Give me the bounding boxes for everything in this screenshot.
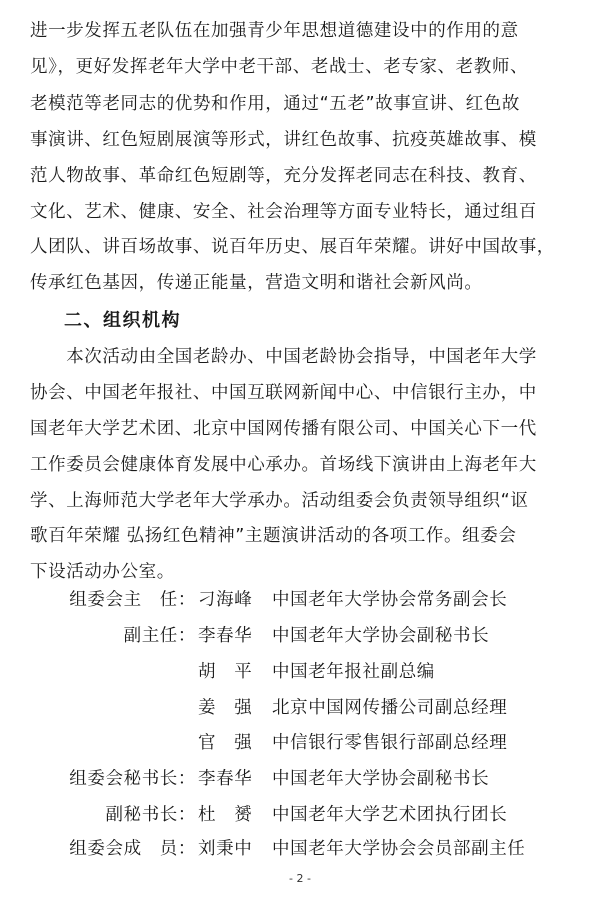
- paragraph-line: 见》，更好发挥老年大学中老干部、老战士、老专家、老教师、: [30, 57, 529, 77]
- committee-position: 北京中国网传播公司副总经理: [272, 698, 508, 718]
- section-heading: 二、组织机构: [64, 310, 181, 331]
- committee-role: 组委会秘书长：: [69, 769, 196, 789]
- committee-name: 姜 强: [198, 698, 253, 718]
- committee-role: 副主任：: [123, 626, 196, 646]
- committee-role: 组委会主 任：: [69, 590, 196, 610]
- paragraph-line: 本次活动由全国老龄办、中国老龄协会指导，中国老年大学: [30, 347, 537, 367]
- committee-row: [0, 837, 600, 861]
- committee-role: 组委会成 员：: [69, 839, 196, 859]
- paragraph-line: 人团队、讲百场故事、说百年历史、展百年荣耀。讲好中国故事，: [30, 237, 555, 257]
- committee-role: 副秘书长：: [105, 805, 196, 825]
- committee-row: [0, 624, 600, 648]
- committee-row: [0, 803, 600, 827]
- committee-name: 官 强: [198, 733, 253, 753]
- committee-position: 中国老年大学协会常务副会长: [272, 590, 508, 610]
- committee-position: 中国老年大学协会副秘书长: [272, 626, 490, 646]
- committee-row: [0, 767, 600, 791]
- paragraph-line: 国老年大学艺术团、北京中国网传播有限公司、中国关心下一代: [30, 419, 537, 439]
- paragraph-line: 工作委员会健康体育发展中心承办。首场线下演讲由上海老年大: [30, 455, 537, 475]
- committee-name: 刁海峰: [198, 590, 253, 610]
- committee-row: [0, 696, 600, 720]
- committee-row: [0, 660, 600, 684]
- committee-position: 中国老年报社副总编: [272, 662, 435, 682]
- paragraph-line: 歌百年荣耀 弘扬红色精神”主题演讲活动的各项工作。组委会: [30, 526, 517, 546]
- committee-name: 李春华: [198, 769, 253, 789]
- committee-position: 中国老年大学协会会员部副主任: [272, 839, 526, 859]
- committee-row: [0, 731, 600, 755]
- page-number: - 2 -: [289, 872, 311, 885]
- committee-position: 中国老年大学艺术团执行团长: [272, 805, 508, 825]
- paragraph-line: 协会、中国老年报社、中国互联网新闻中心、中信银行主办，中: [30, 383, 537, 403]
- committee-name: 刘秉中: [198, 839, 253, 859]
- committee-position: 中国老年大学协会副秘书长: [272, 769, 490, 789]
- paragraph-line: 下设活动办公室。: [30, 562, 175, 582]
- committee-position: 中信银行零售银行部副总经理: [272, 733, 508, 753]
- paragraph-line: 进一步发挥五老队伍在加强青少年思想道德建设中的作用的意: [30, 21, 519, 41]
- paragraph-line: 传承红色基因，传递正能量，营造文明和谐社会新风尚。: [30, 273, 483, 293]
- committee-name: 胡 平: [198, 662, 253, 682]
- paragraph-line: 老模范等老同志的优势和作用，通过“五老”故事宣讲、红色故: [30, 94, 520, 114]
- paragraph-line: 文化、艺术、健康、安全、社会治理等方面专业特长，通过组百: [30, 202, 537, 222]
- committee-name: 李春华: [198, 626, 253, 646]
- paragraph-line: 学、上海师范大学老年大学承办。活动组委会负责领导组织“讴: [30, 491, 529, 511]
- paragraph-line: 事演讲、红色短剧展演等形式，讲红色故事、抗疫英雄故事、模: [30, 130, 537, 150]
- paragraph-line: 范人物故事、革命红色短剧等，充分发挥老同志在科技、教育、: [30, 166, 537, 186]
- committee-name: 杜 赟: [198, 805, 253, 825]
- committee-row: [0, 588, 600, 612]
